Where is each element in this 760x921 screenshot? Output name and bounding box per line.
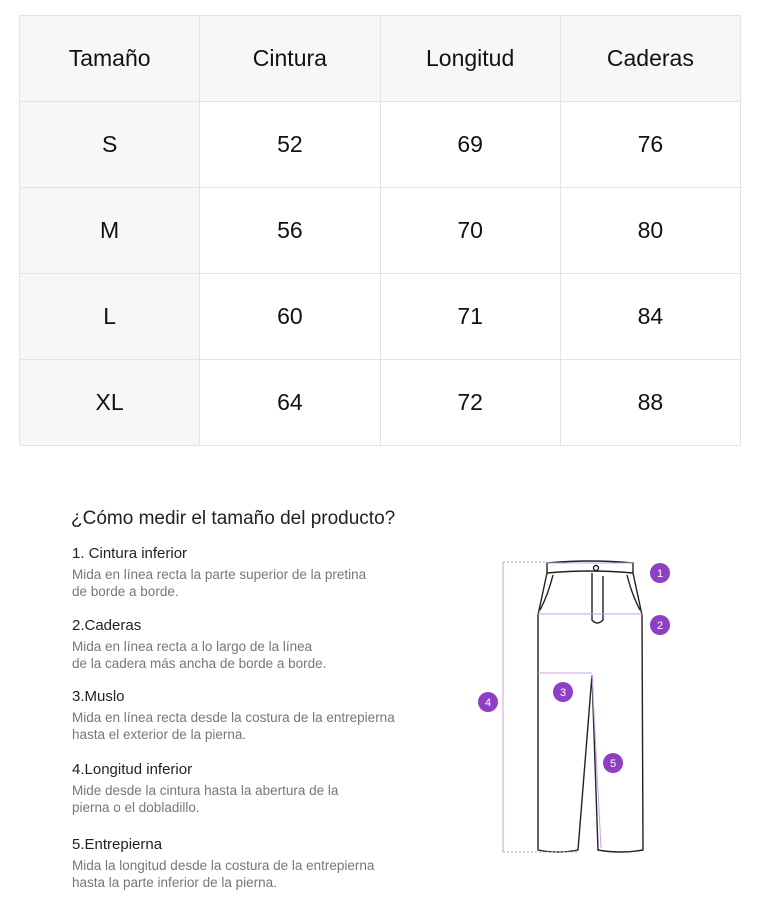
- step-heading: 3.Muslo: [72, 688, 125, 705]
- pants-diagram: [470, 550, 680, 860]
- cintura-cell: 52: [200, 102, 380, 188]
- guide-step-1: [72, 545, 452, 600]
- guide-step-2: [72, 617, 452, 672]
- guide-title: ¿Cómo medir el tamaño del producto?: [71, 508, 396, 529]
- step-heading: 5.Entrepierna: [72, 836, 163, 853]
- step-description: Mida en línea recta desde la costura de la entrepierna hasta el exterior de la pierna.: [72, 710, 395, 742]
- badge-5: [603, 753, 623, 773]
- caderas-cell: 88: [560, 360, 740, 446]
- longitud-cell: 72: [380, 360, 560, 446]
- badge-3: [553, 682, 573, 702]
- cintura-cell: 56: [200, 188, 380, 274]
- guide-step-4: [72, 761, 452, 816]
- badge-2-label: 2: [656, 620, 664, 632]
- size-table: [19, 15, 741, 446]
- badge-4: [478, 692, 498, 712]
- size-cell: S: [20, 102, 200, 188]
- size-cell: L: [20, 274, 200, 360]
- size-cell: M: [20, 188, 200, 274]
- caderas-cell: 80: [560, 188, 740, 274]
- table-row: [20, 274, 741, 360]
- header-caderas: Caderas: [560, 16, 740, 102]
- step-description: Mida la longitud desde la costura de la entrepierna hasta la parte inferior de la pierna.: [72, 858, 375, 890]
- badge-4-label: 4: [484, 697, 492, 709]
- step-heading: 2.Caderas: [72, 617, 142, 634]
- caderas-cell: 84: [560, 274, 740, 360]
- header-tamano: Tamaño: [20, 16, 200, 102]
- step-heading: 4.Longitud inferior: [72, 761, 193, 778]
- caderas-cell: 76: [560, 102, 740, 188]
- badge-5-label: 5: [609, 758, 617, 770]
- step-heading: 1. Cintura inferior: [72, 545, 188, 562]
- badge-2: [650, 615, 670, 635]
- step-description: Mida en línea recta la parte superior de la pretina de borde a borde.: [72, 567, 367, 599]
- cintura-cell: 60: [200, 274, 380, 360]
- header-longitud: Longitud: [380, 16, 560, 102]
- table-row: [20, 360, 741, 446]
- table-row: [20, 188, 741, 274]
- step-description: Mida en línea recta a lo largo de la línea de la cadera más ancha de borde a borde.: [72, 639, 327, 671]
- longitud-cell: 69: [380, 102, 560, 188]
- longitud-cell: 70: [380, 188, 560, 274]
- guide-step-5: [72, 836, 452, 891]
- longitud-cell: 71: [380, 274, 560, 360]
- size-cell: XL: [20, 360, 200, 446]
- guide-step-3: [72, 688, 452, 743]
- badge-3-label: 3: [559, 687, 567, 699]
- step-description: Mide desde la cintura hasta la abertura de la pierna o el dobladillo.: [72, 783, 339, 815]
- badge-1: [650, 563, 670, 583]
- cintura-cell: 64: [200, 360, 380, 446]
- table-header-row: [20, 16, 741, 102]
- badge-1-label: 1: [656, 568, 664, 580]
- table-row: [20, 102, 741, 188]
- measurement-guides: [503, 562, 643, 852]
- pants-outline-icon: [538, 561, 643, 852]
- header-cintura: Cintura: [200, 16, 380, 102]
